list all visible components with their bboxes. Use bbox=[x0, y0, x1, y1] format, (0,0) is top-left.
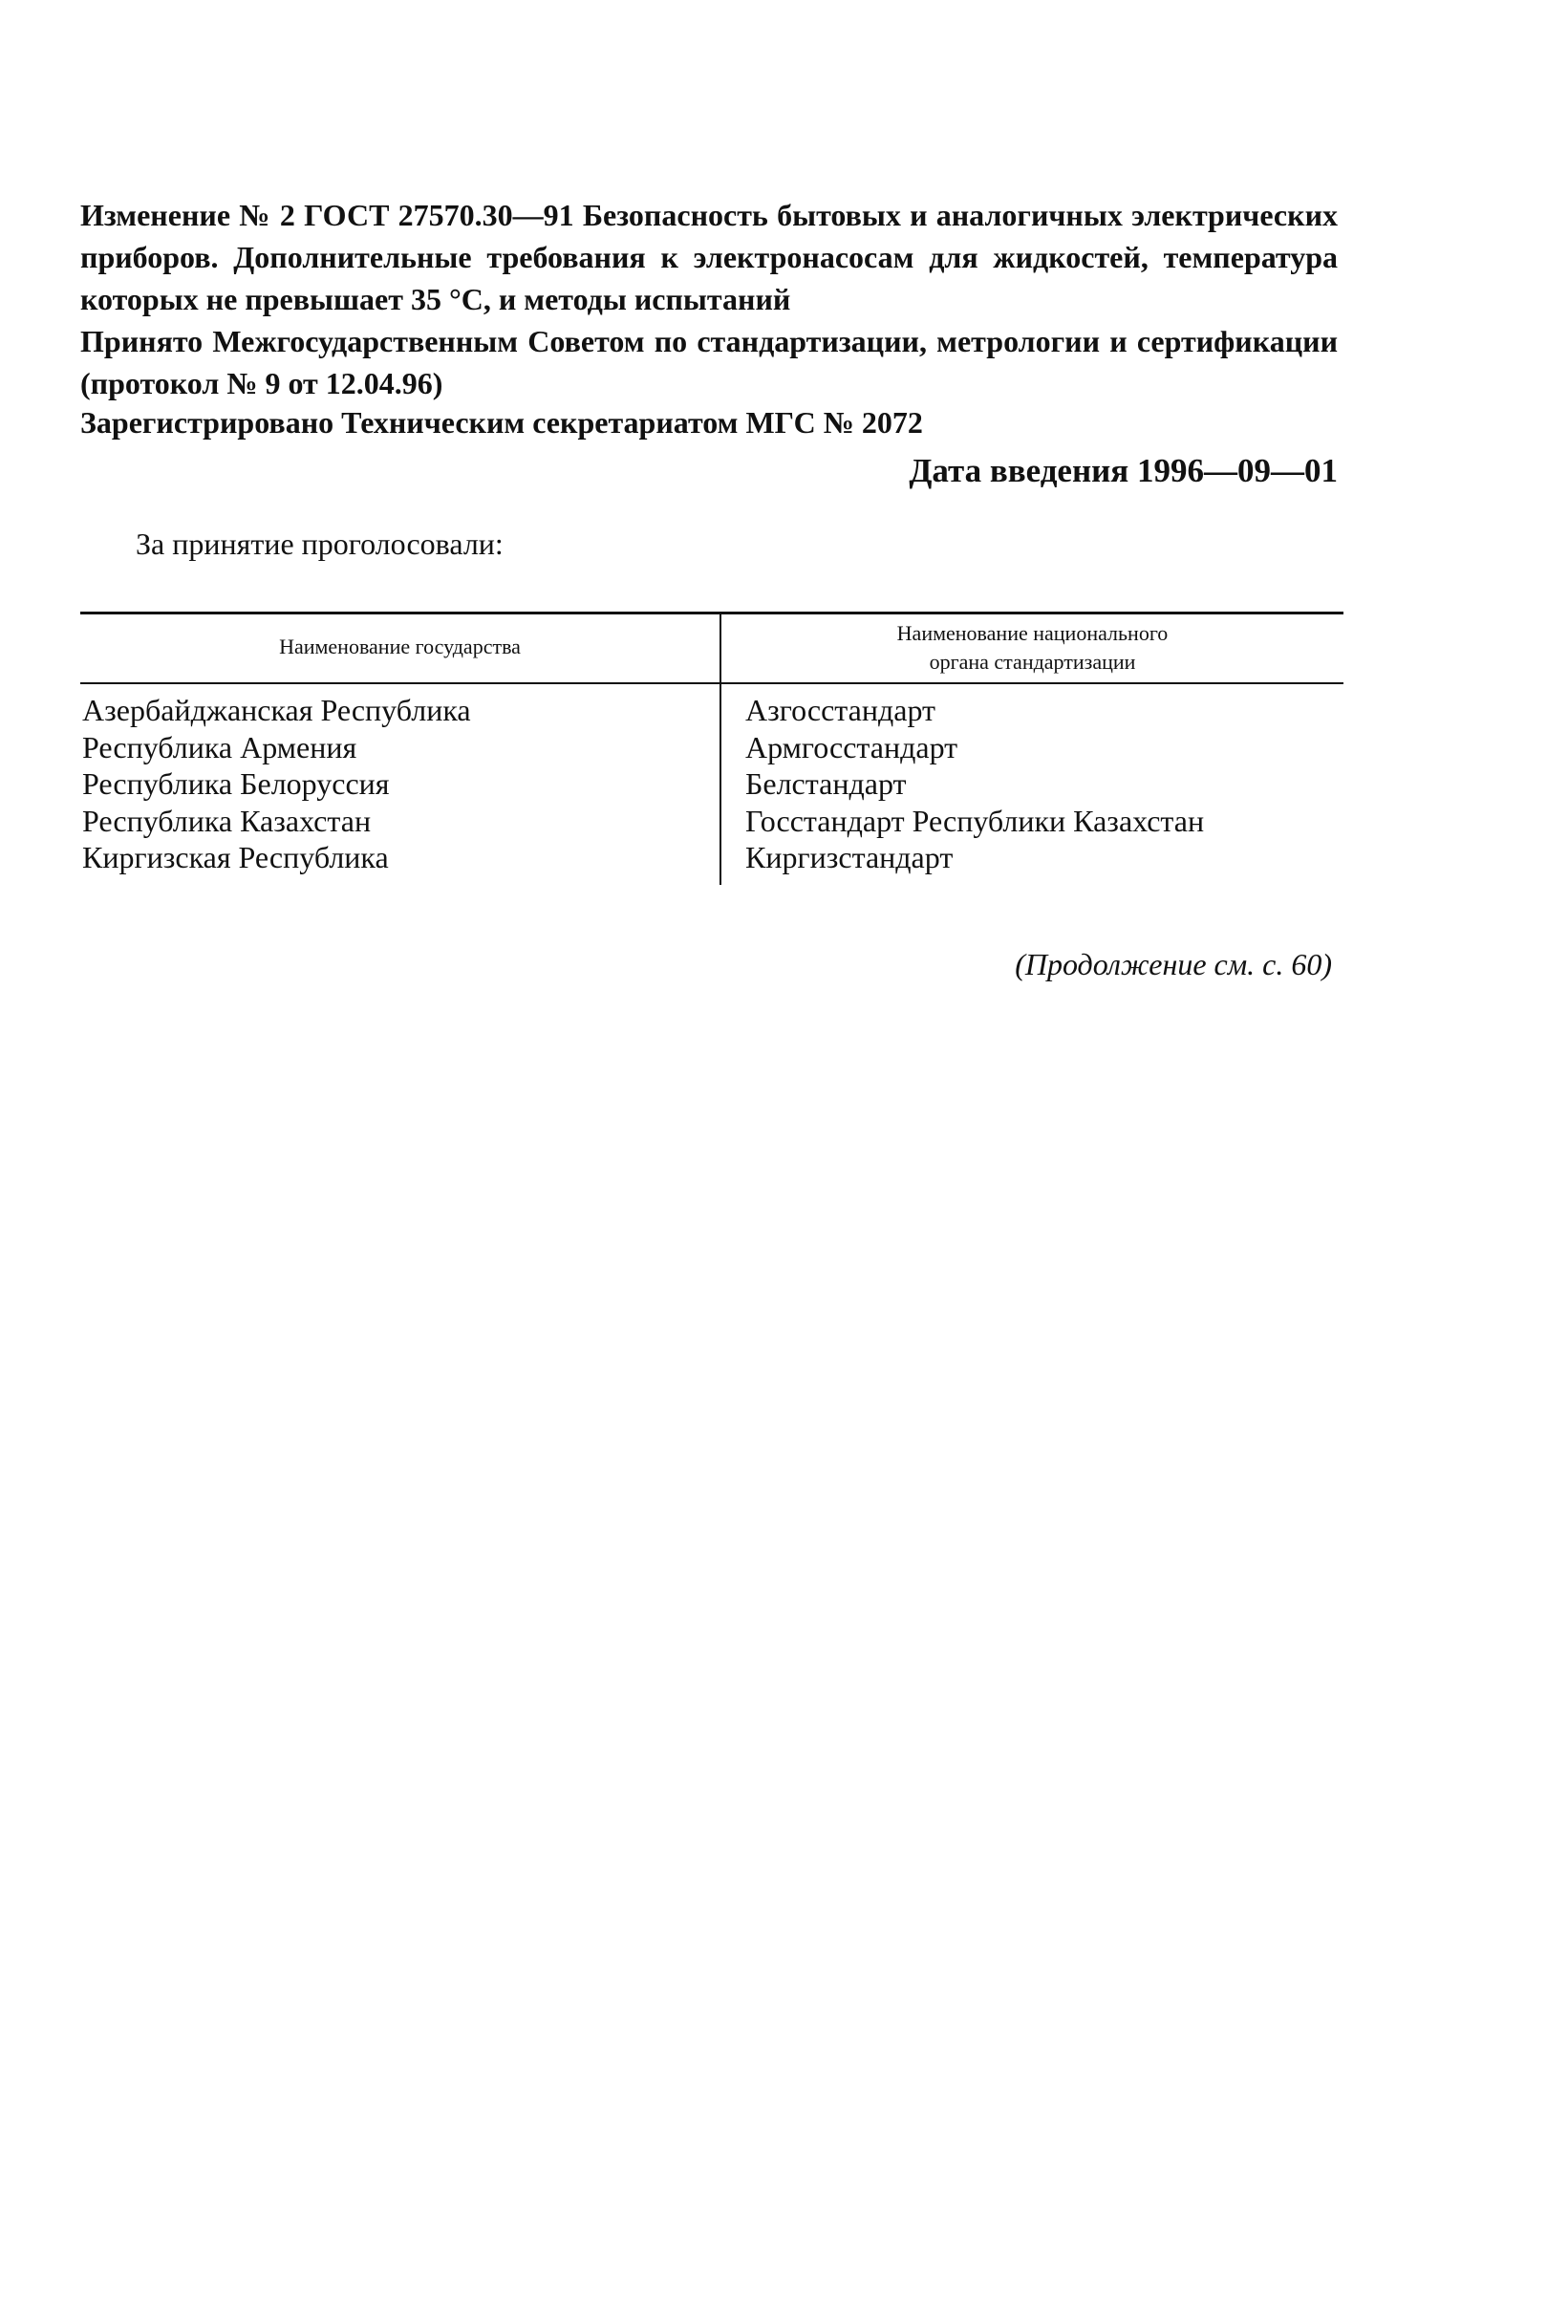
table-row-org: Киргизстандарт bbox=[745, 840, 954, 874]
table-row-org: Госстандарт Республики Казахстан bbox=[745, 803, 1205, 838]
table-row-org: Азгосстандарт bbox=[745, 693, 936, 727]
table-header-rule bbox=[80, 682, 1343, 684]
table-row-org: Белстандарт bbox=[745, 766, 907, 801]
table-row-org: Армгосстандарт bbox=[745, 729, 958, 764]
table-row-state: Республика Казахстан bbox=[82, 803, 372, 838]
table-row-state: Республика Армения bbox=[82, 729, 357, 764]
registration-note: Зарегистрировано Техническим секретариатом МГС № 2072 bbox=[80, 405, 923, 440]
org-column bbox=[745, 692, 1338, 876]
table-top-rule bbox=[80, 612, 1343, 614]
column-header-state: Наименование государства bbox=[279, 635, 521, 658]
state-column bbox=[82, 692, 713, 876]
effective-date: Дата введения 1996—09—01 bbox=[909, 452, 1338, 489]
table-row-state: Республика Белоруссия bbox=[82, 766, 390, 801]
column-header-org-line1: Наименование национального bbox=[896, 621, 1169, 645]
table-row-state: Киргизская Республика bbox=[82, 840, 389, 874]
column-header-org bbox=[721, 619, 1343, 677]
continued-note: (Продолжение см. с. 60) bbox=[1015, 947, 1332, 981]
adoption-note: Принято Межгосударственным Советом по стандартизации, метрологии и сертификации (протокол № 9 от 12.04.96) bbox=[80, 324, 1338, 400]
amendment-title: Изменение № 2 ГОСТ 27570.30—91 Безопасность бытовых и аналогичных электрических приборов. Дополнительные требования к электронасосам для жидкостей, температура которых не превышает 35 °С, и методы испытаний bbox=[80, 198, 1338, 316]
column-header-org-line2: органа стандартизации bbox=[929, 650, 1136, 674]
voted-intro: За принятие проголосовали: bbox=[136, 527, 504, 561]
table-row-state: Азербайджанская Республика bbox=[82, 693, 471, 727]
